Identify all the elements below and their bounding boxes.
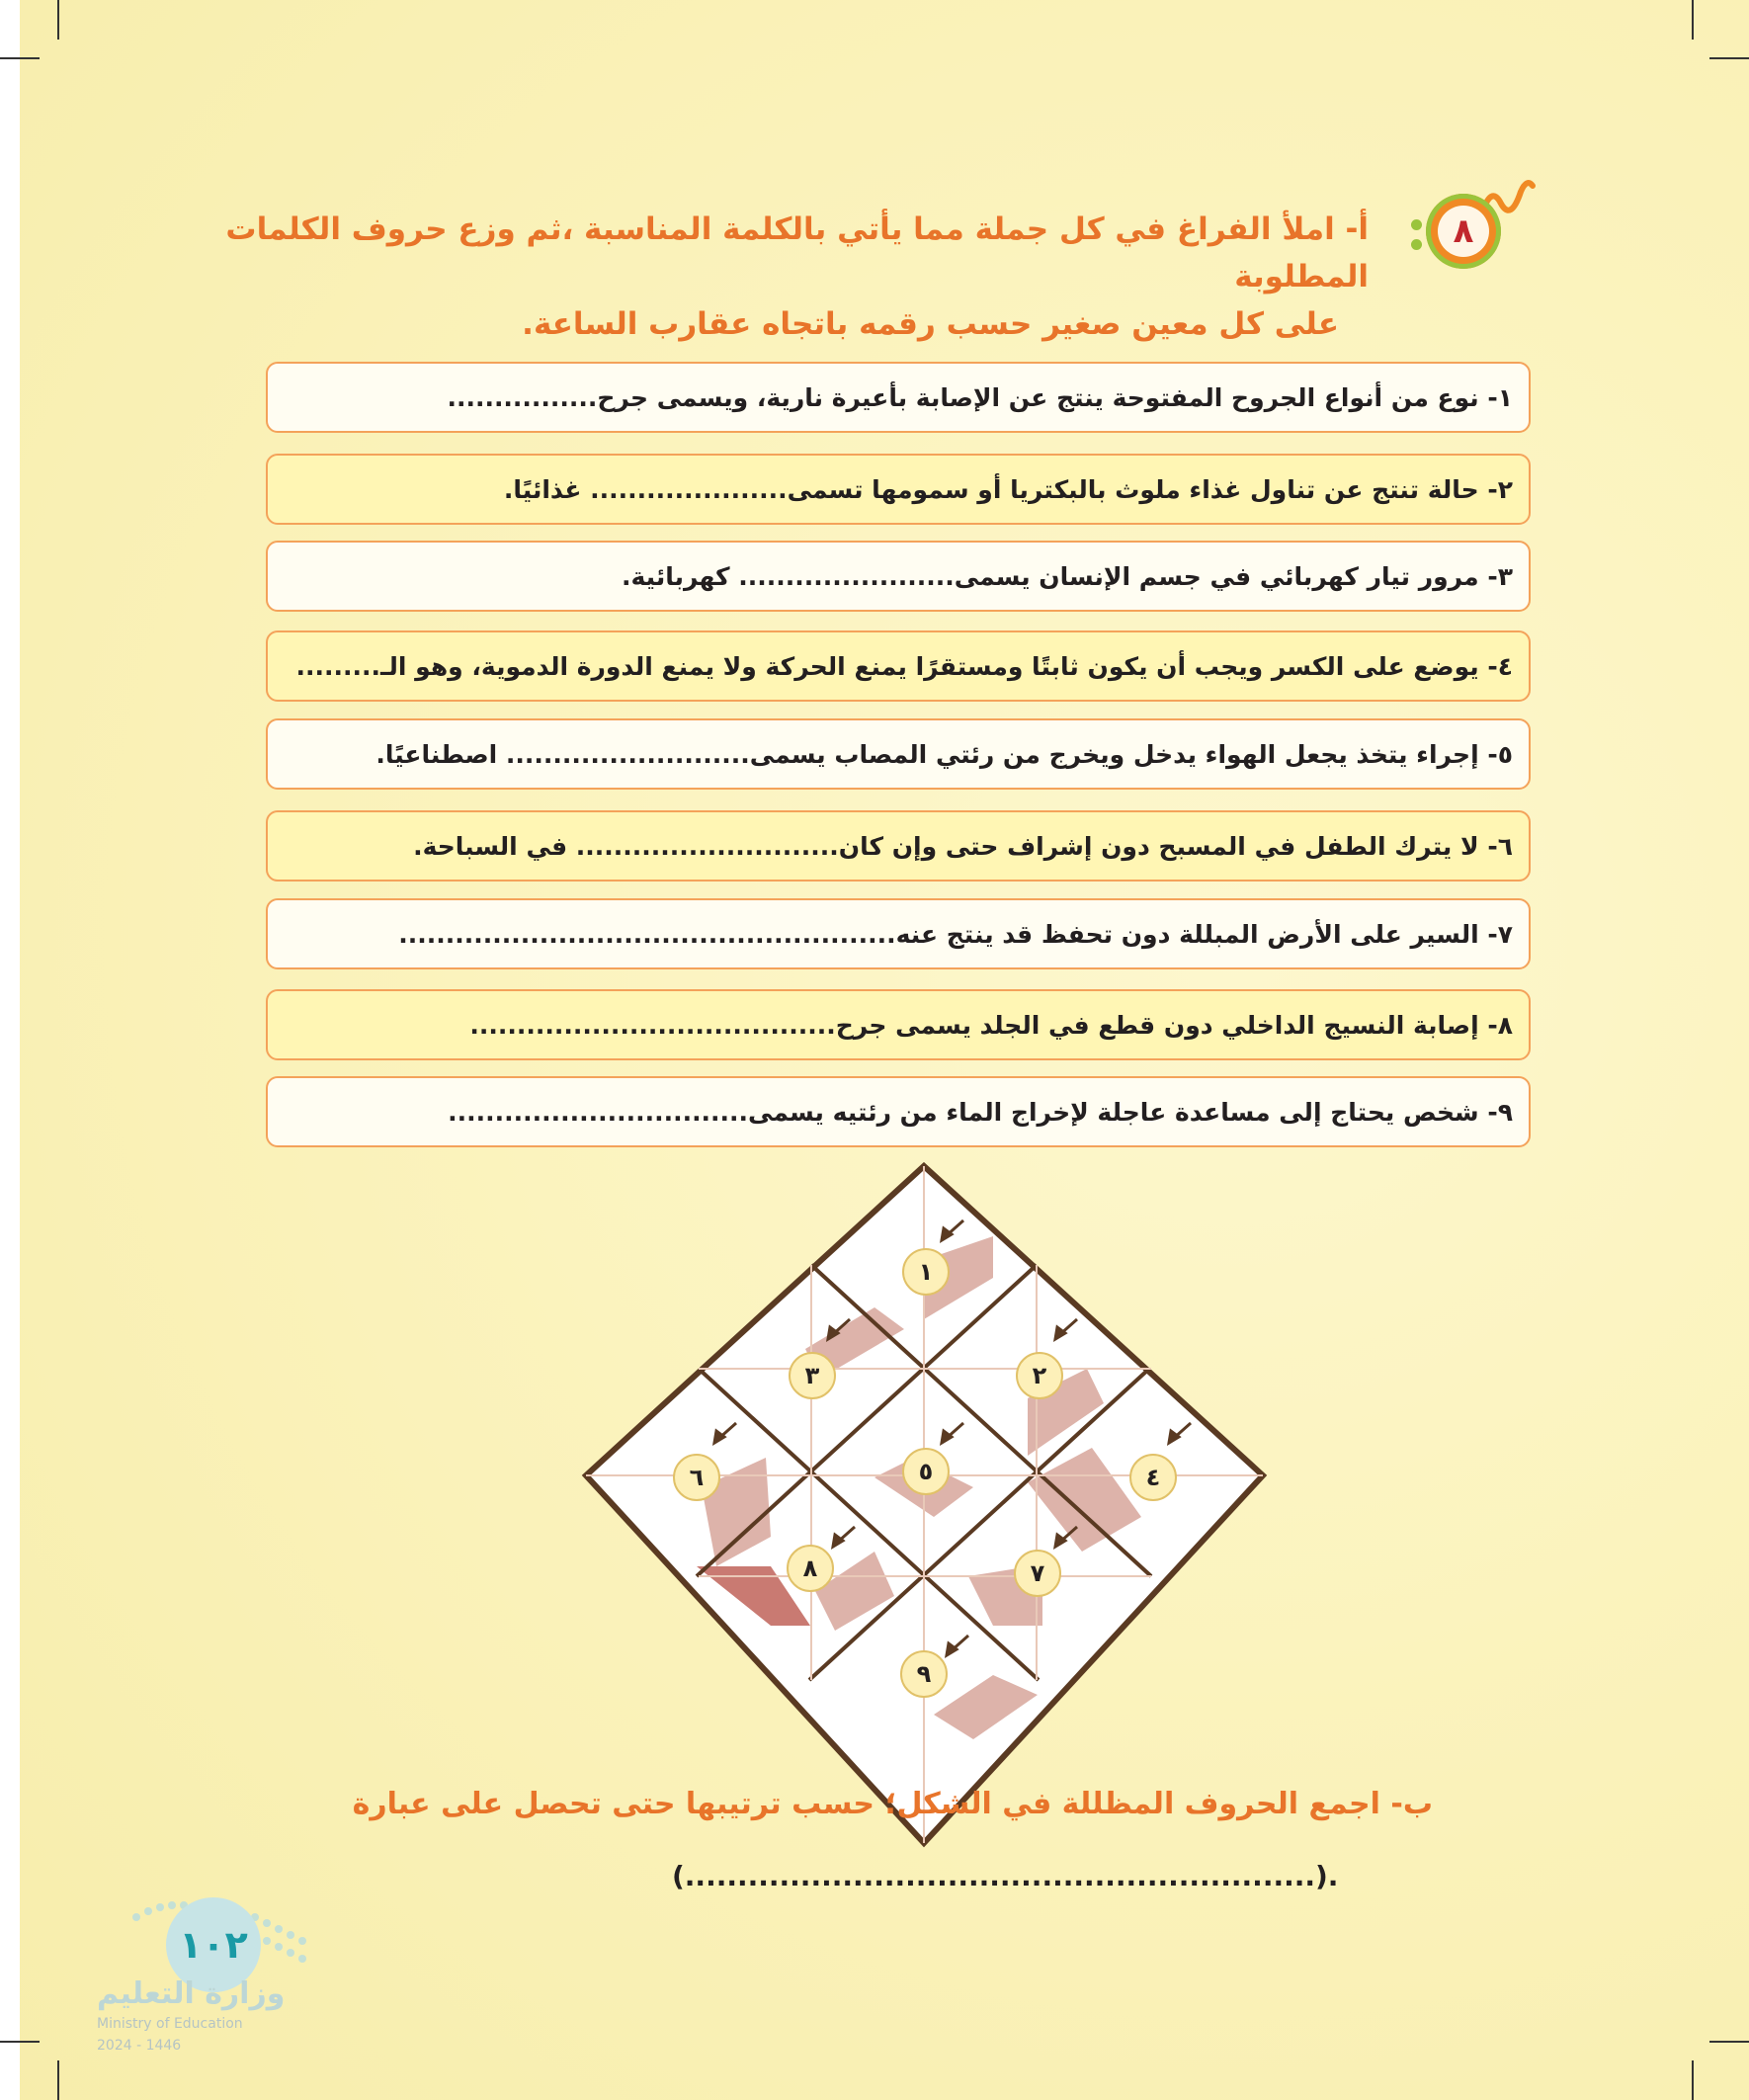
crop-mark <box>0 57 40 59</box>
cell-label-5: ٥ <box>902 1448 950 1495</box>
sentence-text: ٥- إجراء يتخذ يجعل الهواء يدخل ويخرج من رئتي المصاب يسمى.......................... اصطناعيًا. <box>375 739 1513 769</box>
page-number: ١٠٢ <box>166 1897 261 1992</box>
sentence-box-6 <box>266 810 1531 882</box>
instruction-line-2: على كل معين صغير حسب رقمه باتجاه عقارب الساعة. <box>522 306 1339 342</box>
crop-mark <box>0 2041 40 2043</box>
sentence-text: ٣- مرور تيار كهربائي في جسم الإنسان يسمى....................... كهربائية. <box>621 561 1513 591</box>
part-b-instruction: ب- اجمع الحروف المظللة في الشكل؛ حسب ترتيبها حتى تحصل على عبارة <box>352 1787 1433 1821</box>
crop-mark <box>1709 57 1749 59</box>
cell-label-6: ٦ <box>673 1454 720 1501</box>
sentence-box-7 <box>266 898 1531 969</box>
sentence-text: ٨- إصابة النسيج الداخلي دون قطع في الجلد يسمى جرح....................................... <box>469 1010 1513 1040</box>
sentence-text: ٦- لا يترك الطفل في المسبح دون إشراف حتى وإن كان............................ في السباحة. <box>413 831 1513 861</box>
sentence-text: ٩- شخص يحتاج إلى مساعدة عاجلة لإخراج الماء من رئتيه يسمى................................ <box>448 1097 1513 1127</box>
instruction-line-1: أ- املأ الفراغ في كل جملة مما يأتي بالكلمة المناسبة ،ثم وزع حروف الكلمات المطلوبة <box>225 211 1369 294</box>
sentence-box-5 <box>266 718 1531 790</box>
cell-label-4: ٤ <box>1129 1454 1177 1501</box>
sentence-box-8 <box>266 989 1531 1060</box>
cell-label-3: ٣ <box>789 1352 836 1399</box>
dots-icon <box>1410 219 1422 259</box>
sentence-box-3 <box>266 541 1531 612</box>
crop-mark <box>1692 0 1694 40</box>
question-instruction <box>203 206 1369 348</box>
crop-mark <box>1709 2041 1749 2043</box>
cell-label-7: ٧ <box>1014 1550 1061 1597</box>
diamond-puzzle <box>578 1161 1270 1853</box>
answer-blank: (............................................................). <box>672 1860 1339 1892</box>
sentence-text: ١- نوع من أنواع الجروح المفتوحة ينتج عن الإصابة بأعيرة نارية، ويسمى جرح................ <box>447 382 1513 412</box>
sentence-box-4 <box>266 630 1531 702</box>
sentence-text: ٢- حالة تنتج عن تناول غذاء ملوث بالبكتريا أو سمومها تسمى..................... غذائيًا. <box>503 474 1513 504</box>
cell-label-9: ٩ <box>900 1650 948 1698</box>
sentence-box-9 <box>266 1076 1531 1147</box>
question-number: ٨ <box>1438 206 1489 257</box>
ministry-name-en: Ministry of Education <box>97 2016 243 2032</box>
crop-mark <box>57 0 59 40</box>
cell-label-2: ٢ <box>1016 1352 1063 1399</box>
sentence-box-2 <box>266 454 1531 525</box>
sentence-text: ٤- يوضع على الكسر ويجب أن يكون ثابتًا ومستقرًا يمنع الحركة ولا يمنع الدورة الدموية، وهو الـ......... <box>295 651 1513 681</box>
crop-mark <box>1692 2060 1694 2100</box>
ministry-name-ar: وزارة التعليم <box>97 1976 286 2011</box>
sentence-text: ٧- السير على الأرض المبللة دون تحفظ قد ينتج عنه..................................................... <box>398 919 1513 949</box>
cell-label-1: ١ <box>902 1248 950 1296</box>
sentence-box-1 <box>266 362 1531 433</box>
cell-label-8: ٨ <box>787 1545 834 1592</box>
edition-year: 2024 - 1446 <box>97 2038 182 2054</box>
crop-mark <box>57 2060 59 2100</box>
question-number-badge <box>1426 194 1501 269</box>
